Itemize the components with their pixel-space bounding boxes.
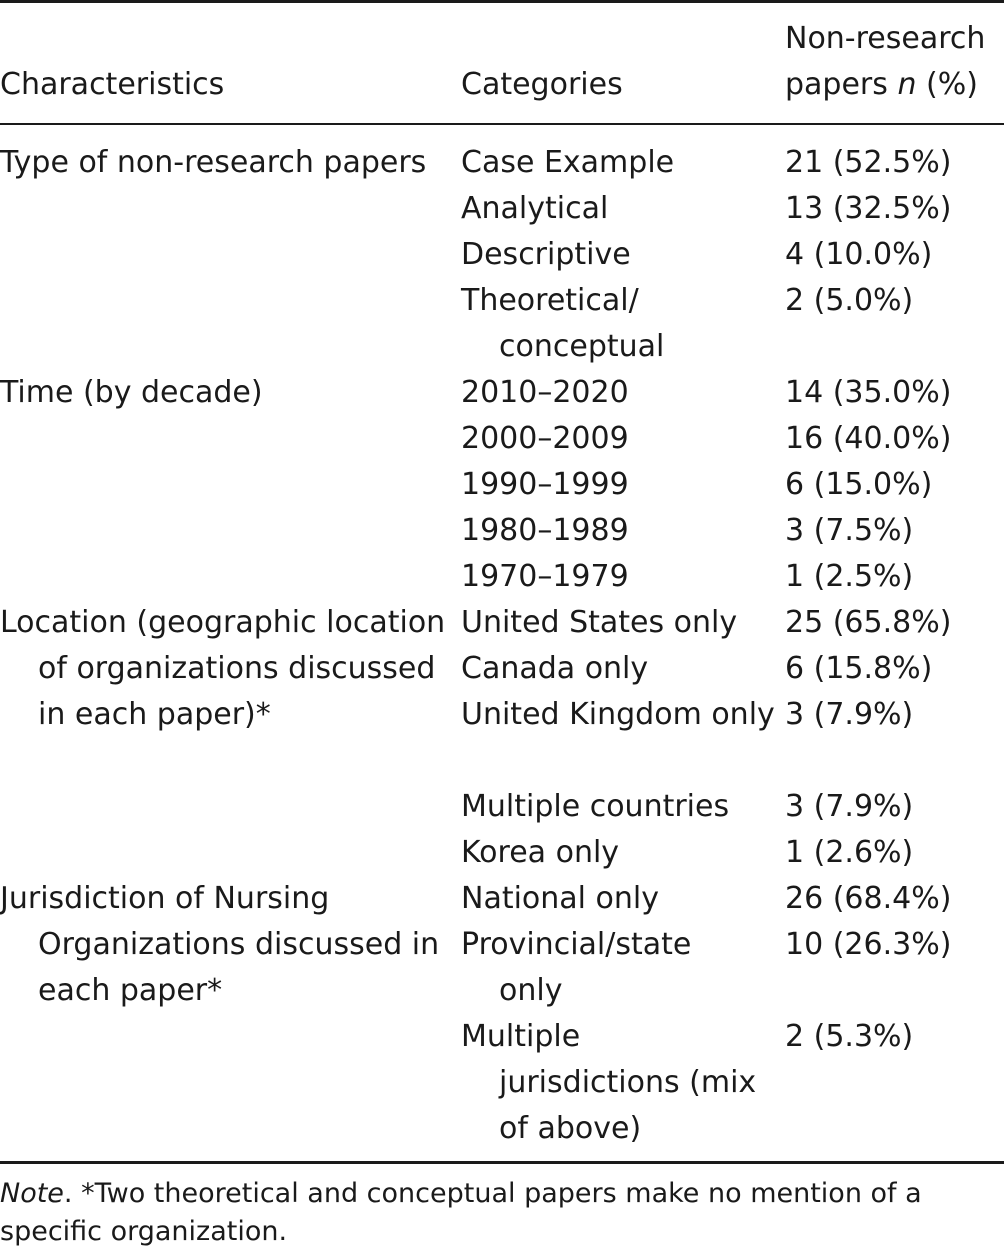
category-cell: United Kingdom only <box>461 697 775 732</box>
value-cell: 26 (68.4%) <box>785 881 952 916</box>
note-text: . *Two theoretical and conceptual papers make no mention of a specific organization. <box>0 1178 922 1247</box>
value-cell: 3 (7.9%) <box>785 789 914 824</box>
value-cell: 1 (2.5%) <box>785 559 914 594</box>
value-cell: 13 (32.5%) <box>785 191 952 226</box>
header-categories: Categories <box>461 67 623 102</box>
header-count-line2: papers n (%) <box>785 67 978 102</box>
table-top-rule <box>0 0 1004 3</box>
value-cell: 14 (35.0%) <box>785 375 952 410</box>
table-bottom-rule <box>0 1161 1004 1164</box>
value-cell: 6 (15.0%) <box>785 467 933 502</box>
header-characteristics: Characteristics <box>0 67 225 102</box>
table-note <box>0 1175 1004 1251</box>
category-cell: Canada only <box>461 651 649 686</box>
category-cell: Provincial/state only <box>461 927 692 1008</box>
header-count <box>785 16 985 108</box>
category-cell: 1970–1979 <box>461 559 629 594</box>
category-cell: Case Example <box>461 145 675 180</box>
characteristic-jurisdiction: Jurisdiction of Nursing Organizations discussed in each paper* <box>0 881 440 1008</box>
category-cell: Multiple countries <box>461 789 730 824</box>
value-cell: 6 (15.8%) <box>785 651 933 686</box>
category-cell: 2010–2020 <box>461 375 629 410</box>
category-cell: Multiple jurisdictions (mix of above) <box>461 1019 757 1146</box>
category-cell: Korea only <box>461 835 620 870</box>
value-cell: 4 (10.0%) <box>785 237 933 272</box>
category-cell: National only <box>461 881 660 916</box>
value-cell: 2 (5.3%) <box>785 1019 914 1054</box>
value-cell: 21 (52.5%) <box>785 145 952 180</box>
value-cell: 25 (65.8%) <box>785 605 952 640</box>
value-cell: 10 (26.3%) <box>785 927 952 962</box>
category-cell: Theoretical/ conceptual <box>461 283 665 364</box>
category-cell: Analytical <box>461 191 609 226</box>
value-cell: 2 (5.0%) <box>785 283 914 318</box>
characteristic-time: Time (by decade) <box>0 375 263 410</box>
header-count-line1: Non-research <box>785 21 986 56</box>
category-cell: 2000–2009 <box>461 421 629 456</box>
category-cell: Descriptive <box>461 237 631 272</box>
value-cell: 1 (2.6%) <box>785 835 914 870</box>
table-header-rule <box>0 123 1004 125</box>
characteristic-location: Location (geographic location of organizations discussed in each paper)* <box>0 605 446 732</box>
value-cell: 3 (7.5%) <box>785 513 914 548</box>
value-cell: 3 (7.9%) <box>785 697 914 732</box>
value-cell: 16 (40.0%) <box>785 421 952 456</box>
category-cell: 1980–1989 <box>461 513 629 548</box>
characteristic-type: Type of non-research papers <box>0 145 427 180</box>
category-cell: United States only <box>461 605 738 640</box>
note-label: Note <box>0 1178 64 1209</box>
category-cell: 1990–1999 <box>461 467 629 502</box>
